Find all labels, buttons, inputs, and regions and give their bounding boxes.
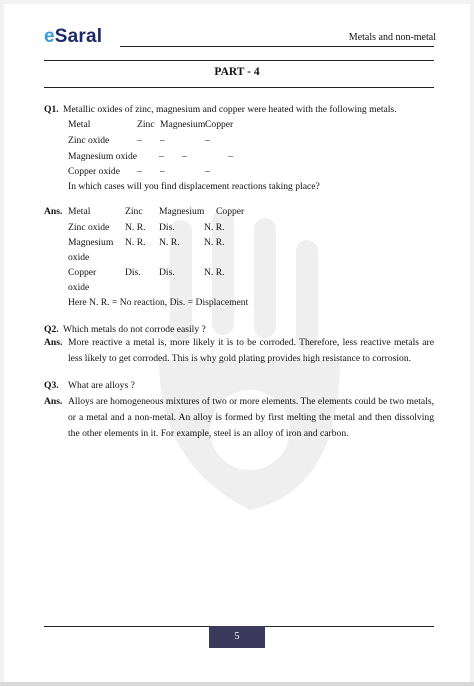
ans1-row-metal-line2: oxide [68,282,90,293]
ans1-row-metal: Magnesium [68,237,114,248]
ans1-row-metal: Copper [68,267,97,278]
q1-header-magnesium: Magnesium [160,119,206,130]
q3-label: Q3. [44,380,59,391]
q1-cell: – [160,166,165,177]
ans1-cell-copper: N. R. [204,222,225,233]
ans1-header-zinc: Zinc [125,206,143,217]
page-number: 5 [209,626,265,648]
part-top-rule [44,60,434,61]
q1-header-metal: Metal [68,119,91,130]
ans1-cell-magnesium: Dis. [159,222,175,233]
ans1-label: Ans. [44,206,63,217]
ans1-cell-copper: N. R. [204,267,225,278]
ans1-row-metal-line2: oxide [68,252,90,263]
hand-watermark-icon [140,210,360,540]
q1-cell: – [182,151,187,162]
q1-row-metal: Copper oxide [68,166,120,177]
q3-text: What are alloys ? [68,380,135,391]
ans3-label: Ans. [44,396,63,407]
q1-header-zinc: Zinc [137,119,155,130]
ans1-cell-magnesium: N. R. [159,237,180,248]
ans2-text: More reactive a metal is, more likely it is to be corroded. Therefore, less reactive metals are less likely to get corroded. This is why gold plating provides high resistance to corrosion. [68,337,434,364]
ans1-header-copper: Copper [216,206,245,217]
chapter-title: Metals and non-metal [348,32,436,43]
q1-label: Q1. [44,104,59,115]
ans1-cell-zinc: N. R. [125,237,146,248]
q1-cell: – [205,135,210,146]
q1-row-metal: Magnesium oxide [68,151,138,162]
q1-cell: – [137,166,142,177]
part-title: PART - 4 [214,66,260,78]
q2-text: Which metals do not corrode easily ? [63,324,206,335]
q1-cell: – [160,135,165,146]
ans2-label: Ans. [44,337,63,348]
q1-text: Metallic oxides of zinc, magnesium and copper were heated with the following metals. [63,104,397,115]
q1-header-copper: Copper [205,119,234,130]
q1-cell: – [159,151,164,162]
q1-question: In which cases will you find displacement reactions taking place? [68,181,320,192]
ans1-cell-magnesium: Dis. [159,267,175,278]
q2-label: Q2. [44,324,59,335]
header-rule [120,46,434,47]
ans1-header-metal: Metal [68,206,91,217]
q1-cell: – [205,166,210,177]
q1-row-metal: Zinc oxide [68,135,110,146]
ans1-cell-zinc: N. R. [125,222,146,233]
ans1-note: Here N. R. = No reaction, Dis. = Displacement [68,297,249,308]
bottom-bar [0,682,474,686]
part-bottom-rule [44,87,434,88]
ans3-text: Alloys are homogeneous mixtures of two or more elements. The elements could be two metals, or a metal and a non-metal. An alloy is formed by first melting the metal and then dissolving the other elements in it. For example, steel is an alloy of iron and carbon. [68,396,434,439]
ans1-row-metal: Zinc oxide [68,222,110,233]
ans1-cell-zinc: Dis. [125,267,141,278]
esaral-logo: eSaral [44,26,103,47]
q1-cell: – [137,135,142,146]
ans1-cell-copper: N. R. [204,237,225,248]
q1-cell: – [228,151,233,162]
ans1-header-magnesium: Magnesium [159,206,205,217]
